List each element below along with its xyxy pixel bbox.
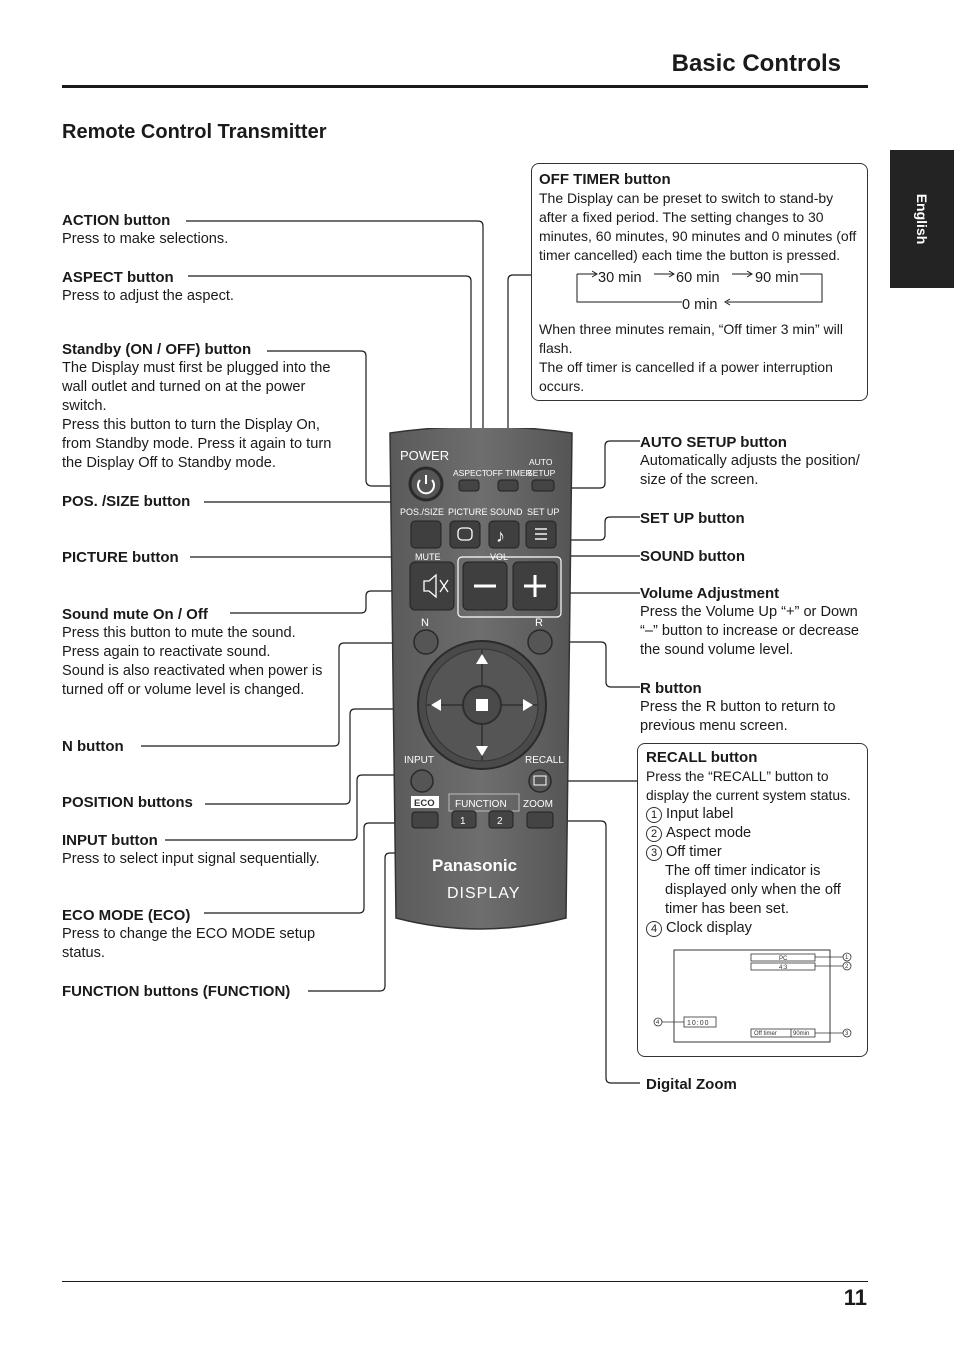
recall-button [529, 770, 551, 792]
callout-volume-desc: Press the Volume Up “+” or Down “–” button to increase or decrease the sound volume level. [640, 604, 860, 658]
remote-vol-label: VOL [490, 552, 509, 562]
callout-volume [640, 584, 875, 660]
language-tab-label: English [914, 193, 930, 245]
remote-f2-label: 2 [497, 816, 503, 827]
callout-eco-desc: Press to change the ECO MODE setup status. [62, 926, 316, 961]
cycle-90-min: 90 min [755, 270, 799, 286]
callout-zoom [646, 1075, 737, 1094]
callout-pos-size [62, 492, 190, 511]
recall-item-4-text: Clock display [666, 920, 752, 936]
callout-sound-label: SOUND button [640, 548, 745, 565]
recall-item-4 [646, 919, 866, 938]
remote-brand-logo: Panasonic [432, 856, 518, 875]
remote-r-label: R [535, 617, 543, 629]
callout-function-label: FUNCTION buttons (FUNCTION) [62, 983, 291, 1000]
callout-setup [640, 509, 745, 528]
callout-standby [62, 340, 344, 473]
remote-mute-label: MUTE [415, 552, 441, 562]
remote-f1-label: 1 [460, 816, 466, 827]
recall-item-2 [646, 824, 866, 843]
callout-standby-desc: The Display must first be plugged into the wall outlet and turned on at the power switch. Press this button to turn the Display On, from Standby mode. Press it again to turn the Display Off to Standby mode. [62, 360, 332, 471]
callout-function [62, 982, 290, 1001]
page-header-title: Basic Controls [671, 50, 841, 77]
mute-button [410, 562, 454, 610]
recall-item-3 [646, 843, 866, 862]
remote-auto-label: AUTO [529, 457, 553, 467]
callout-standby-label: Standby (ON / OFF) button [62, 341, 252, 358]
pos-size-button [411, 521, 441, 548]
off-timer-note-2: The off timer is cancelled if a power interruption occurs. [539, 359, 833, 394]
aspect-button [459, 480, 479, 491]
remote-zoom-label: ZOOM [523, 799, 553, 810]
remote-offtimer-label: OFF TIMER [486, 468, 532, 478]
callout-r-button [640, 679, 868, 736]
off-timer-label: OFF TIMER button [539, 171, 671, 188]
callout-auto-setup-desc: Automatically adjusts the position/ size of the screen. [640, 453, 860, 488]
callout-pos-size-label: POS. /SIZE button [62, 493, 191, 510]
remote-power-label: POWER [400, 448, 450, 463]
auto-setup-button [532, 480, 554, 491]
input-button [411, 770, 433, 792]
callout-volume-label: Volume Adjustment [640, 585, 780, 602]
recall-callout-box [637, 743, 868, 1057]
remote-control-illustration [380, 428, 580, 948]
callout-n-button-label: N button [62, 738, 124, 755]
callout-mute-desc: Press this button to mute the sound. Press again to reactivate sound. Sound is also reactivated when power is turned off or volume level is changed. [62, 625, 323, 698]
recall-item-1-num: 1 [646, 807, 662, 823]
remote-eco-label: ECO [414, 798, 435, 809]
callout-aspect-desc: Press to adjust the aspect. [62, 288, 234, 304]
screen-marker-2: 2 [845, 964, 849, 970]
callout-picture-label: PICTURE button [62, 549, 179, 566]
callout-position-label: POSITION buttons [62, 794, 193, 811]
recall-label: RECALL button [646, 749, 758, 766]
remote-recall-label: RECALL [525, 755, 564, 766]
cycle-60-min: 60 min [676, 270, 720, 286]
callout-n-button [62, 737, 124, 756]
callout-input-label: INPUT button [62, 832, 158, 849]
action-square-icon [476, 699, 488, 711]
remote-input-label: INPUT [404, 755, 434, 766]
cycle-30-min: 30 min [598, 270, 642, 286]
screen-marker-3: 3 [845, 1031, 849, 1037]
callout-zoom-label: Digital Zoom [646, 1076, 737, 1093]
remote-function-label: FUNCTION [455, 799, 507, 810]
screen-timer-value: 90min [793, 1031, 810, 1037]
off-timer-button [498, 480, 518, 491]
recall-off-timer-note: The off timer indicator is displayed only when the off timer has been set. [665, 863, 841, 917]
off-timer-note-1: When three minutes remain, “Off timer 3 min” will flash. [539, 321, 843, 356]
callout-input [62, 831, 352, 869]
recall-item-3-text: Off timer [666, 844, 722, 860]
recall-item-2-text: Aspect mode [666, 825, 752, 841]
callout-sound [640, 547, 745, 566]
recall-item-4-num: 4 [646, 921, 662, 937]
callout-mute [62, 605, 337, 700]
callout-aspect-label: ASPECT button [62, 269, 174, 286]
callout-eco-label: ECO MODE (ECO) [62, 907, 191, 924]
callout-aspect [62, 268, 362, 306]
screen-input-text: PC [779, 956, 788, 962]
screen-marker-1: 1 [845, 955, 849, 961]
recall-desc: Press the “RECALL” button to display the current system status. [646, 769, 851, 803]
callout-position [62, 793, 193, 812]
screen-marker-4: 4 [656, 1020, 660, 1026]
eco-button [412, 812, 438, 828]
remote-sound-label: SOUND [490, 507, 523, 517]
recall-item-3-num: 3 [646, 845, 662, 861]
recall-item-2-num: 2 [646, 826, 662, 842]
callout-input-desc: Press to select input signal sequentially. [62, 851, 320, 867]
callout-action-label: ACTION button [62, 212, 171, 229]
screen-timer-label: Off timer [754, 1031, 777, 1037]
callout-picture [62, 548, 179, 567]
footer-rule [62, 1281, 868, 1282]
callout-r-button-desc: Press the R button to return to previous menu screen. [640, 699, 836, 734]
remote-picture-label: PICTURE [448, 507, 488, 517]
r-button [528, 630, 552, 654]
picture-button [450, 521, 480, 548]
remote-possize-label: POS./SIZE [400, 507, 445, 517]
recall-item-1 [646, 805, 866, 824]
callout-mute-label: Sound mute On / Off [62, 606, 208, 623]
off-timer-desc: The Display can be preset to switch to stand-by after a fixed period. The setting changes to 30 minutes, 60 minutes, 90 minutes and 0 minutes (off timer cancelled) each time the button is pressed. [539, 190, 857, 263]
remote-aspect-label: ASPECT [453, 468, 488, 478]
callout-action-desc: Press to make selections. [62, 231, 229, 247]
callout-setup-label: SET UP button [640, 510, 745, 527]
callout-r-button-label: R button [640, 680, 702, 697]
callout-eco [62, 906, 317, 963]
screen-aspect-text: 4:3 [779, 965, 788, 971]
remote-model-label: DISPLAY [447, 885, 521, 902]
sound-note-icon: ♪ [496, 526, 505, 546]
off-timer-callout-box [531, 163, 868, 401]
cycle-0-min: 0 min [682, 297, 718, 313]
page-number: 11 [843, 1285, 867, 1310]
screen-clock-text: 10:00 [687, 1020, 710, 1027]
callout-auto-setup [640, 433, 872, 490]
remote-n-label: N [421, 617, 429, 629]
remote-setup-label: SETUP [527, 468, 556, 478]
n-button [414, 630, 438, 654]
section-title: Remote Control Transmitter [62, 121, 327, 143]
callout-auto-setup-label: AUTO SETUP button [640, 434, 787, 451]
zoom-button [527, 812, 553, 828]
callout-action [62, 211, 362, 249]
recall-item-1-text: Input label [666, 806, 734, 822]
recall-screen-diagram [646, 946, 861, 1046]
remote-setup2-label: SET UP [527, 507, 560, 517]
